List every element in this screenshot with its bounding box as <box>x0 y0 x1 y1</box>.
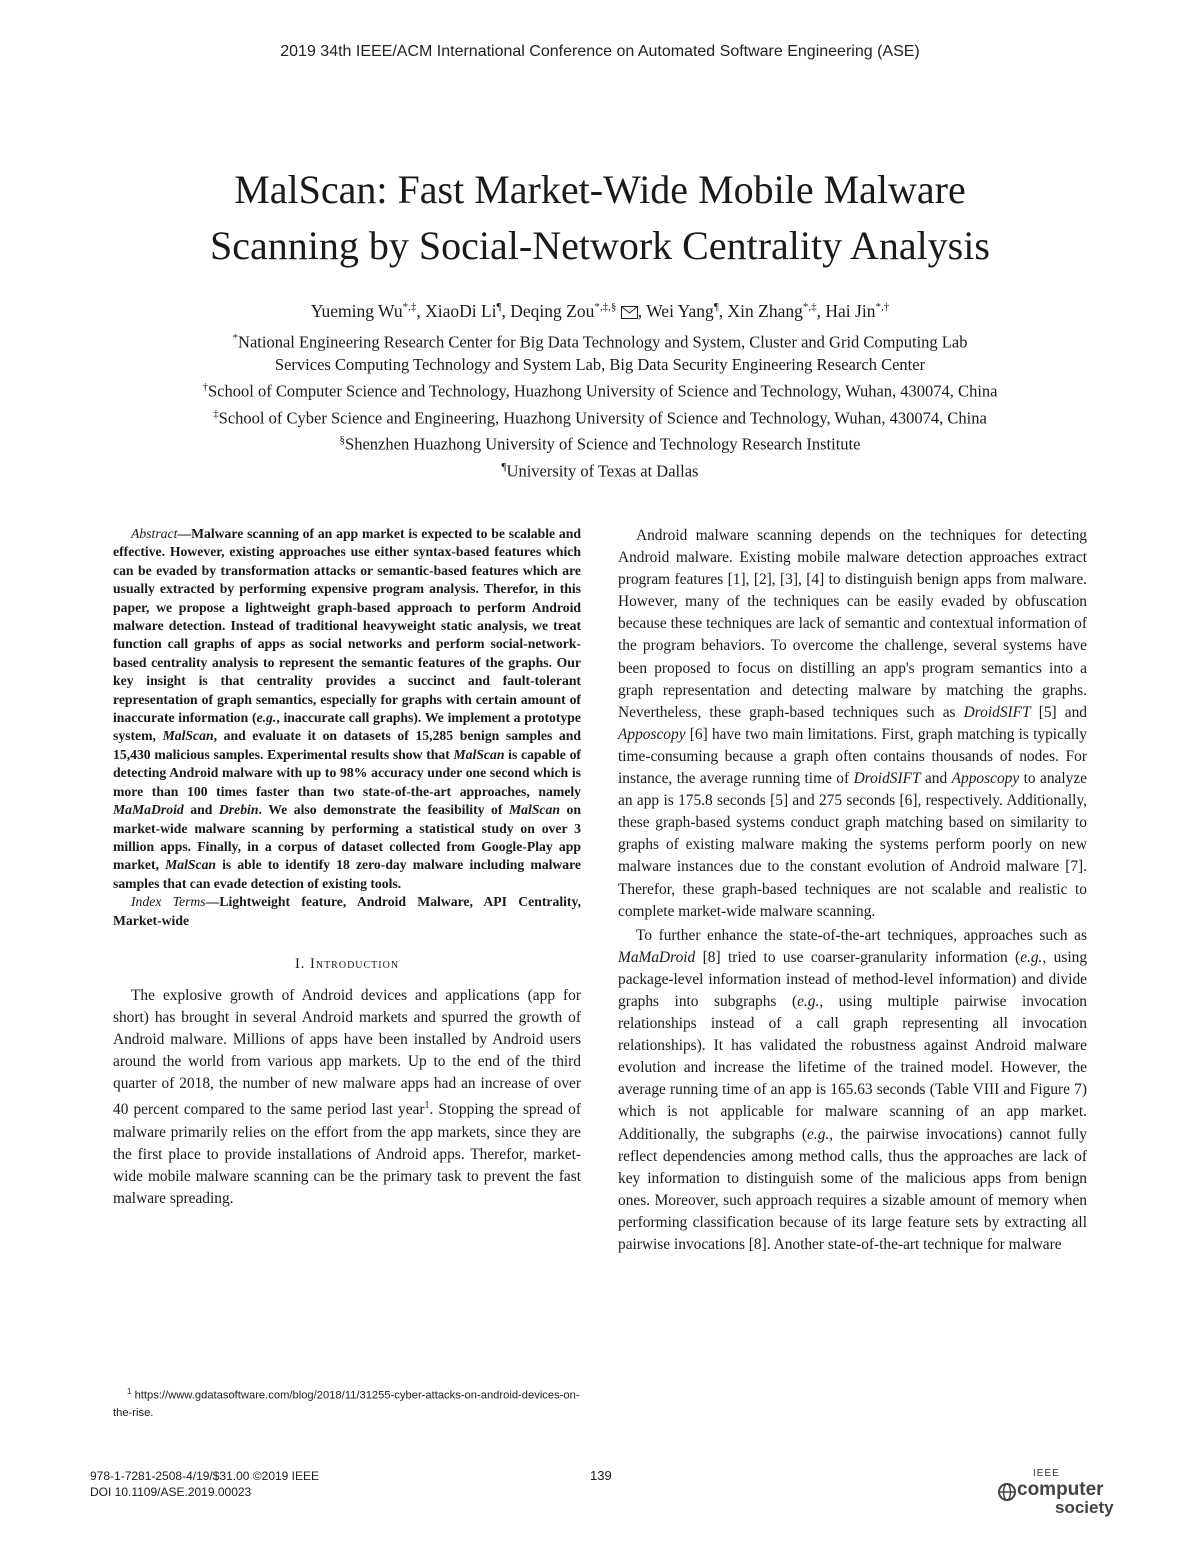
author-names: Yueming Wu*,‡, XiaoDi Li¶, Deqing Zou*,‡,§ , Wei Yang¶, Xin Zhang*,‡, Hai Jin*,† <box>60 296 1140 325</box>
ieee-computer-society-logo: IEEE computer society <box>993 1468 1123 1520</box>
right-column <box>618 525 1087 1256</box>
author-4: Wei Yang <box>646 300 714 321</box>
conference-header: 2019 34th IEEE/ACM International Conference on Automated Software Engineering (ASE) <box>280 43 920 60</box>
intro-paragraph-1: The explosive growth of Android devices and applications (app for short) has brought in several Android markets and spurred the growth of Android malware. Millions of apps have been installed by Android users around the world from various app markets. Up to the end of the third quarter of 2018, the number of new malware apps had an increase of over 40 percent compared to the same period last year$^1$. Stopping the spread of malware primarily relies on the effort from the app markets, since they are the first place to provide installations of Android apps. Therefor, market-wide mobile malware scanning can be the primary task to prevent the fast malware spreading. <box>113 986 581 1207</box>
footnote-url[interactable]: https://www.gdatasoftware.com/blog/2018/11/31255-cyber-attacks-on-android-devices-on-the-rise. <box>113 1389 580 1419</box>
author-1: Yueming Wu <box>310 300 403 321</box>
author-3: Deqing Zou <box>510 300 595 321</box>
footnote-ref[interactable]: 1 <box>424 1100 430 1112</box>
title-line-1: MalScan: Fast Market-Wide Mobile Malware <box>234 167 966 212</box>
title-line-2: Scanning by Social-Network Centrality Analysis <box>210 223 990 268</box>
paper-title <box>100 162 1100 274</box>
copyright-block <box>90 1468 319 1500</box>
affiliation-2: †School of Computer Science and Technology, Huazhong University of Science and Technology, Wuhan, 430074, China <box>202 381 998 401</box>
index-terms: Index Terms—Lightweight feature, Android Malware, API Centrality, Market-wide <box>113 894 581 928</box>
author-2: XiaoDi Li <box>425 300 497 321</box>
footnote: $^1$ https://www.gdatasoftware.com/blog/2018/11/31255-cyber-attacks-on-android-devices-on-the-rise. <box>113 1387 580 1419</box>
affiliation-4: §Shenzhen Huazhong University of Science and Technology Research Institute <box>339 434 861 454</box>
isbn-line: 978-1-7281-2508-4/19/$31.00 ©2019 IEEE <box>90 1469 320 1483</box>
abstract: Abstract—Malware scanning of an app market is expected to be scalable and effective. However, existing approaches use either syntax-based features which can be evaded by transformation attacks or semantic-based features which are usually extracted by performing expensive program analysis. Therefor, in this paper, we propose a lightweight graph-based approach to perform Android malware detection. Instead of traditional heavyweight static analysis, we treat function call graphs of apps as social networks and perform social-network-based centrality analysis to represent the semantic features of the graphs. Our key insight is that centrality provides a succinct and fault-tolerant representation of graph semantics, especially for graphs with certain amount of inaccurate information (e.g., inaccurate call graphs). We implement a prototype system, MalScan, and evaluate it on datasets of 15,285 benign samples and 15,430 malicious samples. Experimental results show that MalScan is capable of detecting Android malware with up to 98% accuracy under one second which is more than 100 times faster than two state-of-the-art approaches, namely MaMaDroid and Drebin. We also demonstrate the feasibility of MalScan on market-wide malware scanning by performing a statistical study on over 3 million apps. Finally, in a corpus of dataset collected from Google-Play app market, MalScan is able to identify 18 zero-day malware including malware samples that can evade detection of existing tools. <box>113 526 581 891</box>
affiliation-1b: Services Computing Technology and System Lab, Big Data Security Engineering Research Center <box>274 355 926 375</box>
affiliation-3: ‡School of Cyber Science and Engineering, Huazhong University of Science and Technology, Wuhan, 430074, China <box>213 407 987 428</box>
author-block <box>60 296 1140 482</box>
section-heading-introduction: I. Introduction <box>294 955 400 972</box>
intro-paragraph-2: Android malware scanning depends on the techniques for detecting Android malware. Existing mobile malware detection approaches extract program features [1], [2], [3], [4] to distinguish benign apps from malware. However, many of the techniques can be easily evaded by obfuscation because these techniques are lack of semantic and contextual information of the program behaviors. To overcome the challenge, several systems have been proposed to focus on distilling an app's program semantics into a graph representation and detecting malware by matching the graphs. Nevertheless, these graph-based techniques such as DroidSIFT [5] and Apposcopy [6] have two main limitations. First, graph matching is typically time-consuming because a graph often contains thousands of nodes. For instance, the average running time of DroidSIFT and Apposcopy to analyze an app is 175.8 seconds [5] and 275 seconds [6], respectively. Additionally, these graph-based systems conduct graph matching based on similarity to graphs of existing malware making the systems perform poorly on new malware instances due to the constant evolution of Android malware [7]. Therefor, these graph-based techniques are not scalable and realistic to complete market-wide malware scanning. <box>618 527 1087 920</box>
author-6: Hai Jin <box>825 300 876 321</box>
affiliation-5: ¶University of Texas at Dallas <box>501 460 699 481</box>
author-5: Xin Zhang <box>727 300 803 321</box>
doi-line: DOI 10.1109/ASE.2019.00023 <box>90 1485 252 1499</box>
envelope-icon <box>621 302 638 325</box>
globe-icon <box>997 1482 1017 1507</box>
left-column <box>113 525 581 1210</box>
affiliation-1: *National Engineering Research Center for Big Data Technology and System, Cluster and Grid Computing Lab <box>232 331 968 352</box>
intro-paragraph-3: To further enhance the state-of-the-art techniques, approaches such as MaMaDroid [8] tried to use coarser-granularity information (e.g., using package-level information instead of method-level information) and divide graphs into subgraphs (e.g., using multiple pairwise invocation relationships instead of a call graph representing all invocation relationships). It has validated the robustness against Android malware evolution and increase the lifetime of the trained model. However, the average running time of an app is 165.63 seconds (Table VIII and Figure 7) which is not applicable for malware scanning of an app market. Additionally, the subgraphs (e.g., the pairwise invocations) cannot fully reflect dependencies among method calls, thus the approaches are lack of key information to distinguish some of the malicious apps from benign ones. Moreover, such approach requires a sizable amount of memory when performing classification because of its large feature sets by extracting all pairwise invocations [8]. Another state-of-the-art technique for malware <box>618 926 1088 1253</box>
page-number: 139 <box>590 1468 612 1483</box>
